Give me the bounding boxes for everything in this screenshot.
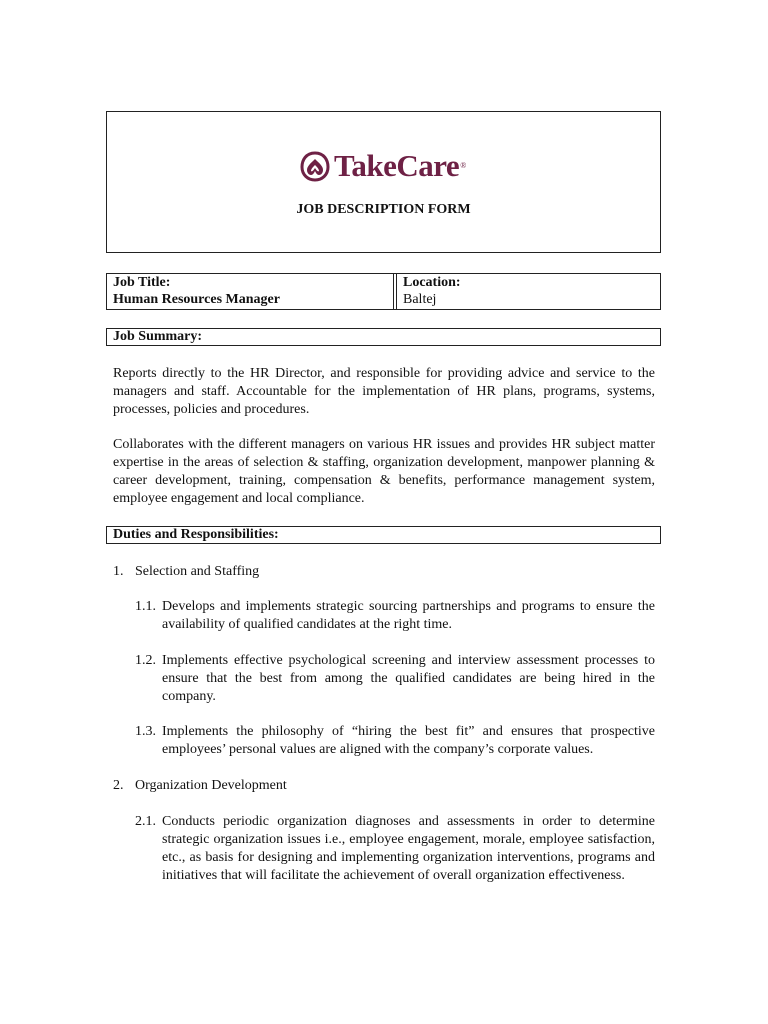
form-title: JOB DESCRIPTION FORM <box>296 202 471 217</box>
duty-section-label: Selection and Staffing <box>135 564 260 579</box>
duties-heading: Duties and Responsibilities: <box>106 526 661 544</box>
takecare-emblem-icon <box>300 150 330 182</box>
job-title-value: Human Resources Manager <box>113 292 280 307</box>
summary-paragraph: Reports directly to the HR Director, and responsible for providing advice and service to the managers and staff. Accountable for the implementation of HR plans, programs, systems, processes, policies and procedures. <box>113 366 655 417</box>
duty-item-number: 1.3. <box>135 724 156 739</box>
duty-section-number: 2. <box>113 778 124 793</box>
duty-section-number: 1. <box>113 564 124 579</box>
duty-section-label: Organization Development <box>135 778 287 793</box>
duty-section-title <box>113 777 287 795</box>
duty-section-title <box>113 563 259 581</box>
duty-item <box>135 652 655 706</box>
summary-paragraph: Collaborates with the different managers on various HR issues and provides HR subject matter expertise in the areas of selection & staffing, organization development, manpower planning & career development, training, compensation & benefits, performance management system, employee engagement and local compliance. <box>113 437 655 506</box>
location-cell <box>396 274 660 309</box>
duty-item <box>135 598 655 634</box>
duty-item <box>135 813 655 885</box>
location-value: Baltej <box>403 292 437 307</box>
job-title-cell <box>107 274 394 309</box>
location-label: Location: <box>403 275 461 290</box>
duty-item <box>135 723 655 759</box>
duty-item-text: Develops and implements strategic sourcing partnerships and programs to ensure the availability of qualified candidates at the right time. <box>162 599 655 632</box>
registered-mark: ® <box>460 160 467 170</box>
job-info-table <box>106 273 661 310</box>
logo-wordmark: TakeCare <box>334 148 460 183</box>
takecare-logo <box>300 148 466 184</box>
duty-item-text: Implements effective psychological screening and interview assessment processes to ensure that the best from among the qualified candidates are being hired in the company. <box>162 653 655 704</box>
duty-item-text: Implements the philosophy of “hiring the best fit” and ensures that prospective employees’ personal values are aligned with the company’s corporate values. <box>162 724 655 757</box>
duty-item-number: 2.1. <box>135 814 156 829</box>
duty-item-text: Conducts periodic organization diagnoses and assessments in order to determine strategic organization issues i.e., employee engagement, morale, employee satisfaction, etc., as basis for designing and implementing organization interventions, programs and initiatives that will facilitate the achievement of overall organization effectiveness. <box>162 814 655 883</box>
job-summary-heading: Job Summary: <box>106 328 661 346</box>
job-title-label: Job Title: <box>113 275 171 290</box>
duty-item-number: 1.2. <box>135 653 156 668</box>
duty-item-number: 1.1. <box>135 599 156 614</box>
header-box <box>106 111 661 253</box>
